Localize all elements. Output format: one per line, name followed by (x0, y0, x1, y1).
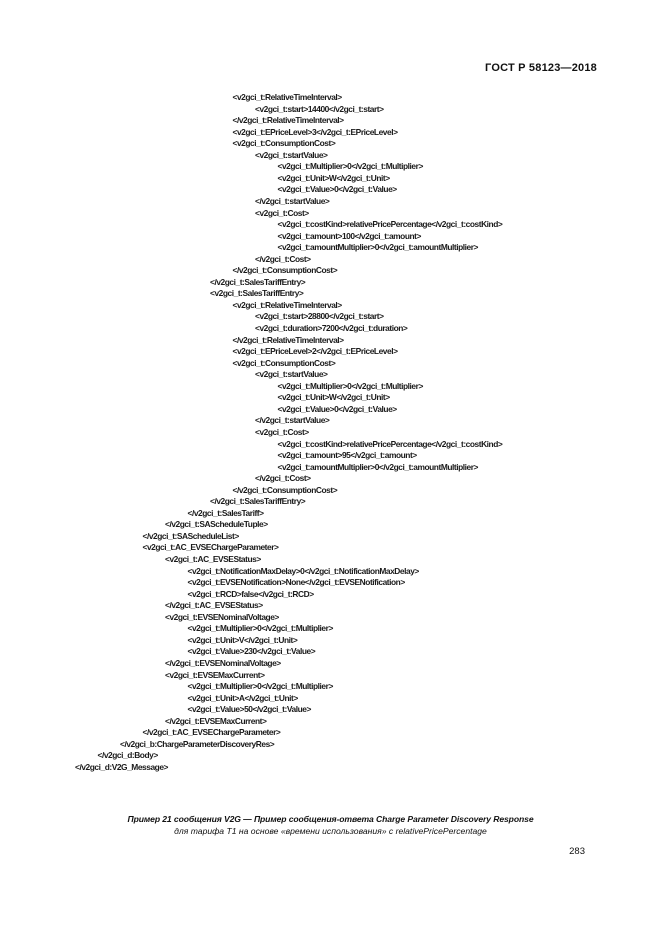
code-line: <v2gci_t:ConsumptionCost> (232, 357, 336, 368)
code-line: <v2gci_t:start>28800</v2gci_t:start> (255, 311, 384, 322)
code-line: <v2gci_t:SalesTariffEntry> (210, 288, 304, 299)
code-line: <v2gci_t:Cost> (255, 426, 309, 437)
code-line: </v2gci_t:SalesTariffEntry> (210, 496, 306, 507)
code-line: <v2gci_t:startValue> (255, 369, 328, 380)
code-line: </v2gci_t:SalesTariffEntry> (210, 276, 306, 287)
code-line: </v2gci_t:startValue> (255, 195, 330, 206)
code-line: </v2gci_t:Cost> (255, 473, 311, 484)
code-line: <v2gci_t:RelativeTimeInterval> (232, 299, 342, 310)
code-line: <v2gci_t:AC_EVSEStatus> (165, 554, 261, 564)
code-line: <v2gci_t:amountMultiplier>0</v2gci_t:amountMultiplier> (277, 461, 478, 472)
code-line: <v2gci_t:amount>100</v2gci_t:amount> (277, 230, 421, 241)
code-line: </v2gci_t:AC_EVSEChargeParameter> (142, 727, 281, 738)
code-line: <v2gci_t:EPriceLevel>3</v2gci_t:EPriceLevel> (232, 126, 398, 137)
code-line: </v2gci_t:SAScheduleTuple> (165, 519, 268, 530)
code-line: <v2gci_t:RelativeTimeInterval> (232, 92, 342, 102)
code-line: </v2gci_t:EVSEMaxCurrent> (165, 715, 267, 726)
code-line: <v2gci_t:Multiplier>0</v2gci_t:Multiplier> (277, 380, 423, 391)
code-line: <v2gci_t:AC_EVSEChargeParameter> (142, 542, 279, 553)
code-line: <v2gci_t:Multiplier>0</v2gci_t:Multiplier> (187, 623, 333, 634)
code-line: <v2gci_t:NotificationMaxDelay>0</v2gci_t:NotificationMaxDelay> (187, 565, 419, 576)
code-line: <v2gci_t:Unit>A</v2gci_t:Unit> (187, 692, 298, 703)
example-caption-subtitle: для тарифа Т1 на основе «времени использования» с relativePricePercentage (174, 826, 487, 836)
code-line: <v2gci_t:costKind>relativePricePercentage</v2gci_t:costKind> (277, 219, 503, 230)
code-line: </v2gci_d:Body> (97, 750, 158, 761)
code-line: <v2gci_t:EVSEMaxCurrent> (165, 669, 265, 680)
code-line: </v2gci_t:RelativeTimeInterval> (232, 115, 344, 126)
code-line: <v2gci_t:ConsumptionCost> (232, 138, 336, 149)
code-line: <v2gci_t:RCD>false</v2gci_t:RCD> (187, 588, 314, 599)
code-line: </v2gci_t:SalesTariff> (187, 507, 264, 518)
code-line: <v2gci_t:startValue> (255, 149, 328, 160)
code-line: <v2gci_t:Value>50</v2gci_t:Value> (187, 704, 311, 715)
code-line: </v2gci_t:SAScheduleList> (142, 530, 239, 541)
code-line: </v2gci_t:Cost> (255, 253, 311, 264)
code-line: <v2gci_t:Multiplier>0</v2gci_t:Multiplier> (187, 681, 333, 692)
code-line: <v2gci_t:Cost> (255, 207, 309, 218)
page-number: 283 (569, 846, 585, 857)
code-line: <v2gci_t:Value>0</v2gci_t:Value> (277, 403, 397, 414)
code-line: </v2gci_t:AC_EVSEStatus> (165, 600, 263, 611)
code-line: </v2gci_t:startValue> (255, 415, 330, 426)
code-line: <v2gci_t:amountMultiplier>0</v2gci_t:amountMultiplier> (277, 242, 478, 253)
code-line: </v2gci_t:RelativeTimeInterval> (232, 334, 344, 345)
code-line: </v2gci_b:ChargeParameterDiscoveryRes> (120, 738, 275, 749)
code-line: <v2gci_t:duration>7200</v2gci_t:duration> (255, 323, 408, 333)
example-caption-title: Пример 21 сообщения V2G — Пример сообщения-ответа Charge Parameter Discovery Response (127, 814, 534, 824)
code-line: </v2gci_d:V2G_Message> (75, 761, 168, 772)
code-line: </v2gci_t:EVSENominalVoltage> (165, 657, 281, 668)
code-line: <v2gci_t:Value>230</v2gci_t:Value> (187, 646, 316, 657)
code-line: <v2gci_t:Multiplier>0</v2gci_t:Multiplier> (277, 161, 423, 172)
code-line: <v2gci_t:Value>0</v2gci_t:Value> (277, 184, 397, 195)
code-line: <v2gci_t:EVSENotification>None</v2gci_t:EVSENotification> (187, 577, 405, 588)
code-line: </v2gci_t:ConsumptionCost> (232, 484, 338, 495)
code-line: <v2gci_t:EVSENominalVoltage> (165, 611, 279, 622)
code-line: <v2gci_t:Unit>W</v2gci_t:Unit> (277, 392, 390, 403)
code-line: <v2gci_t:amount>95</v2gci_t:amount> (277, 450, 417, 461)
code-line: <v2gci_t:Unit>W</v2gci_t:Unit> (277, 172, 390, 183)
code-line: <v2gci_t:EPriceLevel>2</v2gci_t:EPriceLevel> (232, 346, 398, 357)
code-line: </v2gci_t:ConsumptionCost> (232, 265, 338, 276)
document-code: ГОСТ Р 58123—2018 (485, 62, 597, 74)
code-line: <v2gci_t:costKind>relativePricePercentage</v2gci_t:costKind> (277, 438, 503, 449)
code-line: <v2gci_t:start>14400</v2gci_t:start> (255, 103, 384, 114)
code-line: <v2gci_t:Unit>V</v2gci_t:Unit> (187, 634, 298, 645)
